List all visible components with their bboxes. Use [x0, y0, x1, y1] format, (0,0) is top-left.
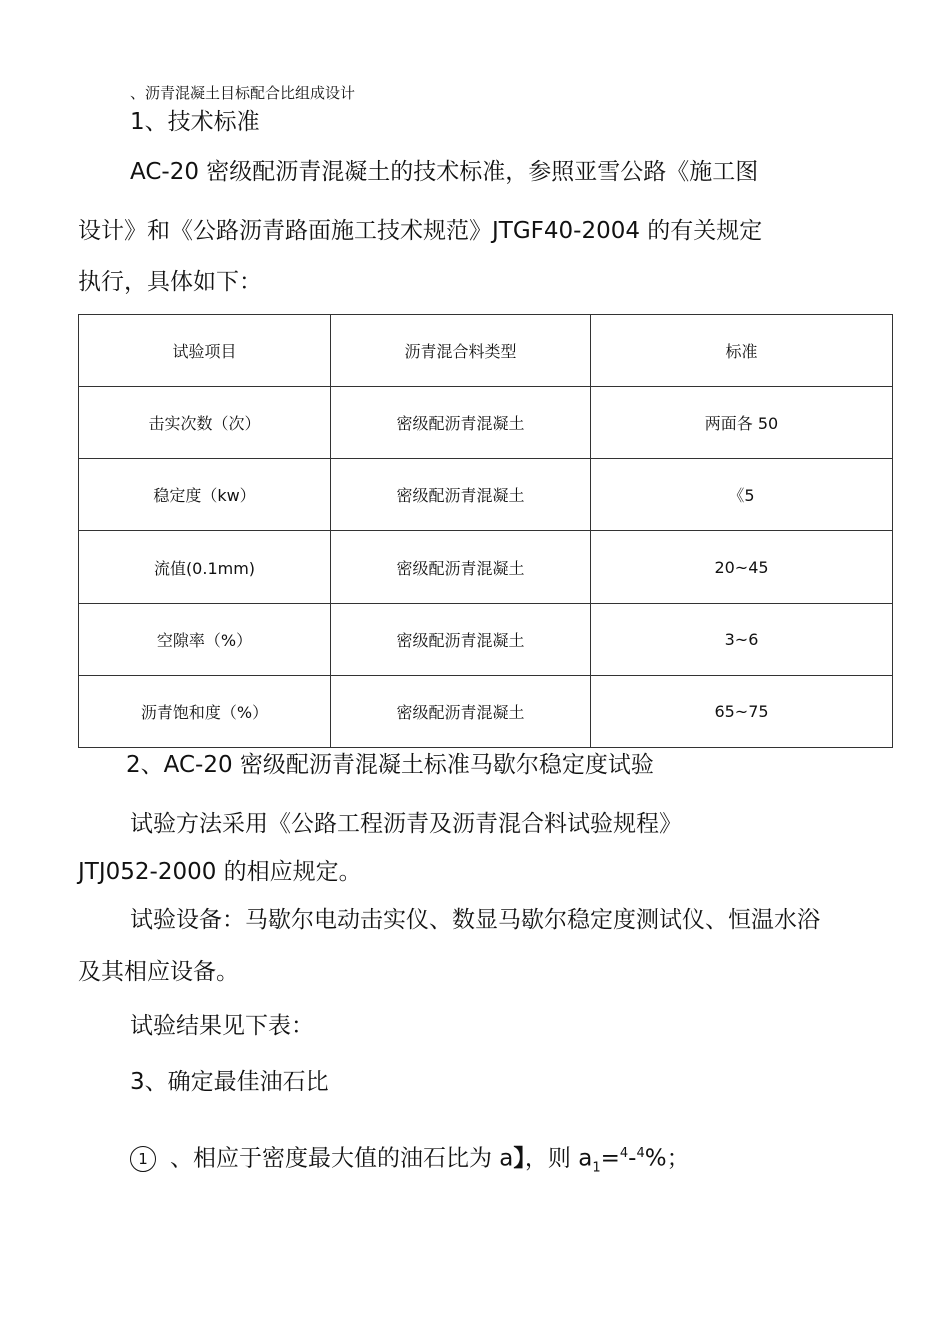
paragraph-1-line-3: 执行，具体如下： [78, 269, 262, 295]
table-cell: 65~75 [591, 675, 893, 747]
list-item-1 [130, 1140, 690, 1182]
item-tail: %； [644, 1145, 690, 1172]
paragraph-3-line-1: 试验设备：马歇尔电动击实仪、数显马歇尔稳定度测试仪、恒温水浴 [130, 907, 820, 933]
table-header-row [79, 315, 893, 387]
circled-number-marker: 1 [130, 1146, 156, 1172]
table-cell: 20~45 [591, 531, 893, 603]
bracket-mark: 】 [513, 1145, 525, 1172]
table-cell: 《5 [591, 459, 893, 531]
header-cell: 沥青混合料类型 [331, 315, 591, 387]
superscript-b: 4 [636, 1146, 645, 1161]
header-cell: 试验项目 [79, 315, 331, 387]
table-row [79, 603, 893, 675]
equals-sign: = [600, 1145, 620, 1172]
paragraph-4: 试验结果见下表： [130, 1013, 314, 1039]
section-2-heading: 2、AC-20 密级配沥青混凝土标准马歇尔稳定度试验 [126, 752, 654, 778]
paragraph-1-line-2: 设计》和《公路沥青路面施工技术规范》JTGF40-2004 的有关规定 [78, 218, 763, 244]
table-cell: 3~6 [591, 603, 893, 675]
table-cell: 密级配沥青混凝土 [331, 459, 591, 531]
table-cell: 空隙率（%） [79, 603, 331, 675]
table-row [79, 387, 893, 459]
superscript-a: 4 [619, 1146, 629, 1161]
table-cell: 沥青饱和度（%） [79, 675, 331, 747]
item-text-a: 、相应于密度最大值的油石比为 a [170, 1145, 514, 1172]
dash: - [628, 1145, 637, 1172]
table-cell: 两面各 50 [591, 387, 893, 459]
table-cell: 密级配沥青混凝土 [331, 603, 591, 675]
document-title: 、沥青混凝土目标配合比组成设计 [130, 84, 356, 102]
table-row [79, 459, 893, 531]
technical-standard-table [78, 314, 892, 748]
paragraph-3-line-2: 及其相应设备。 [78, 959, 239, 985]
header-cell: 标准 [591, 315, 893, 387]
table-cell: 流值(0.1mm) [79, 531, 331, 603]
table-cell: 稳定度（kw） [79, 459, 331, 531]
paragraph-2-line-1: 试验方法采用《公路工程沥青及沥青混合料试验规程》 [130, 811, 682, 837]
item-text-b: ，则 a [524, 1145, 593, 1172]
table-cell: 击实次数（次） [79, 387, 331, 459]
paragraph-2-line-2: JTJ052-2000 的相应规定。 [78, 859, 362, 885]
section-3-heading: 3、确定最佳油石比 [130, 1069, 329, 1095]
subscript-1: 1 [592, 1160, 601, 1176]
section-1-heading: 1、技术标准 [130, 109, 260, 135]
paragraph-1-line-1: AC-20 密级配沥青混凝土的技术标准，参照亚雪公路《施工图 [130, 159, 759, 185]
table-cell: 密级配沥青混凝土 [331, 531, 591, 603]
table-row [79, 675, 893, 747]
table-row [79, 531, 893, 603]
table-cell: 密级配沥青混凝土 [331, 387, 591, 459]
table-cell: 密级配沥青混凝土 [331, 675, 591, 747]
